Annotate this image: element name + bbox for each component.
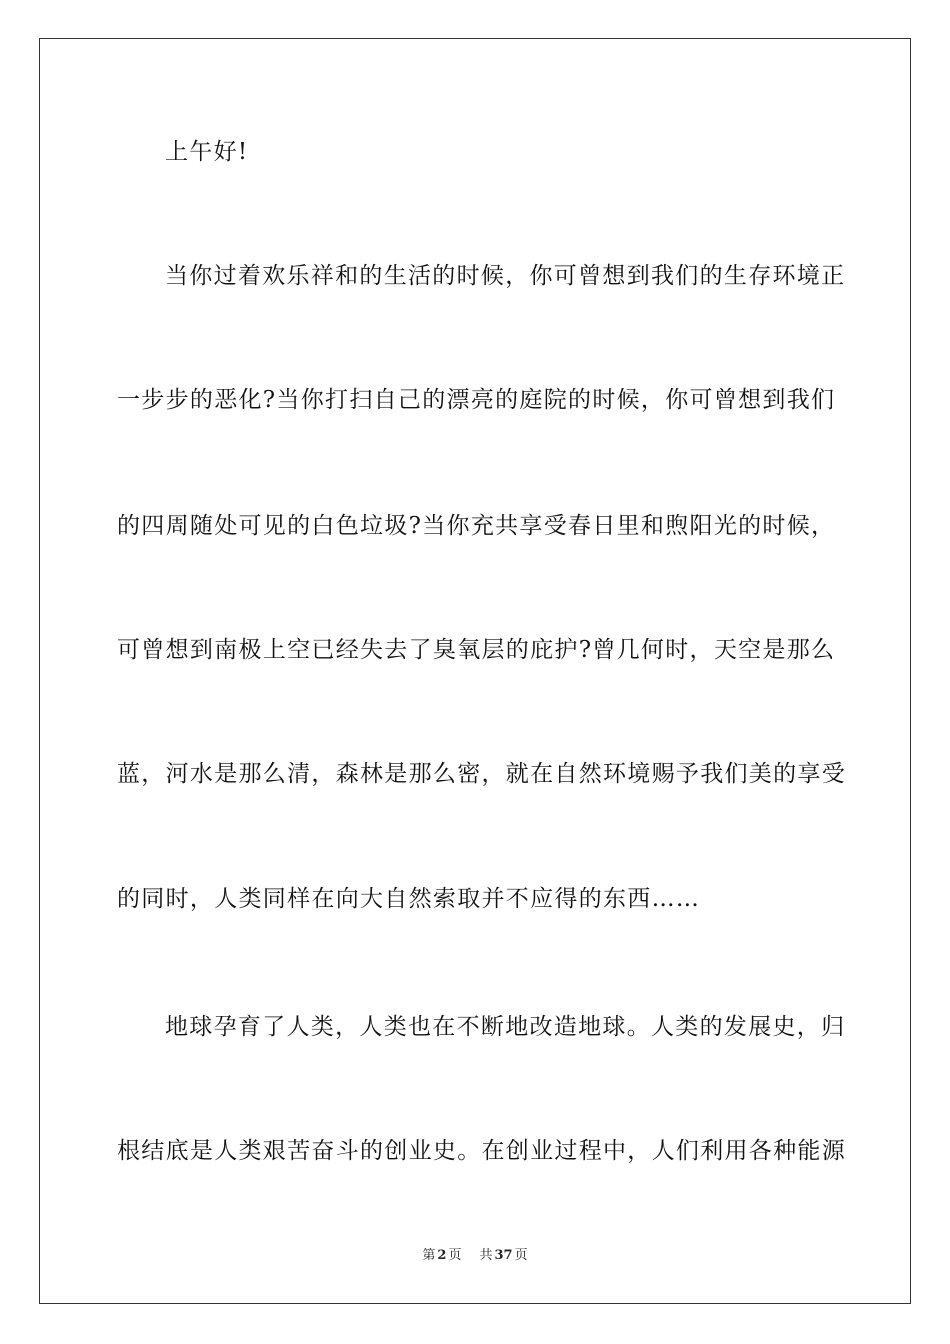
paragraph-2-line-1: 地球孕育了人类，人类也在不断地改造地球。人类的发展史，归 xyxy=(165,1014,846,1040)
page-prefix: 第 xyxy=(422,1248,436,1263)
greeting-line: 上午好! xyxy=(165,139,249,165)
total-suffix: 页 xyxy=(514,1248,528,1263)
page-footer xyxy=(0,1248,950,1264)
page-suffix: 页 xyxy=(448,1248,462,1263)
page-frame xyxy=(39,38,911,1304)
paragraph-1-line-4: 可曾想到南极上空已经失去了臭氧层的庇护?曾几何时，天空是那么 xyxy=(117,637,836,663)
paragraph-1-line-1: 当你过着欢乐祥和的生活的时候，你可曾想到我们的生存环境正 xyxy=(165,263,846,289)
total-pages: 37 xyxy=(494,1248,513,1263)
paragraph-1-line-2: 一步步的恶化?当你打扫自己的漂亮的庭院的时候，你可曾想到我们 xyxy=(117,387,836,413)
paragraph-1-line-3: 的四周随处可见的白色垃圾?当你充共享受春日里和煦阳光的时候， xyxy=(117,513,836,539)
paragraph-1-line-6: 的同时，人类同样在向大自然索取并不应得的东西…… xyxy=(117,886,701,912)
page-number: 2 xyxy=(437,1248,447,1263)
paragraph-1-line-5: 蓝，河水是那么清，森林是那么密，就在自然环境赐予我们美的享受 xyxy=(117,761,846,787)
total-prefix: 共 xyxy=(479,1248,493,1263)
paragraph-2-line-2: 根结底是人类艰苦奋斗的创业史。在创业过程中，人们利用各种能源 xyxy=(117,1138,846,1164)
